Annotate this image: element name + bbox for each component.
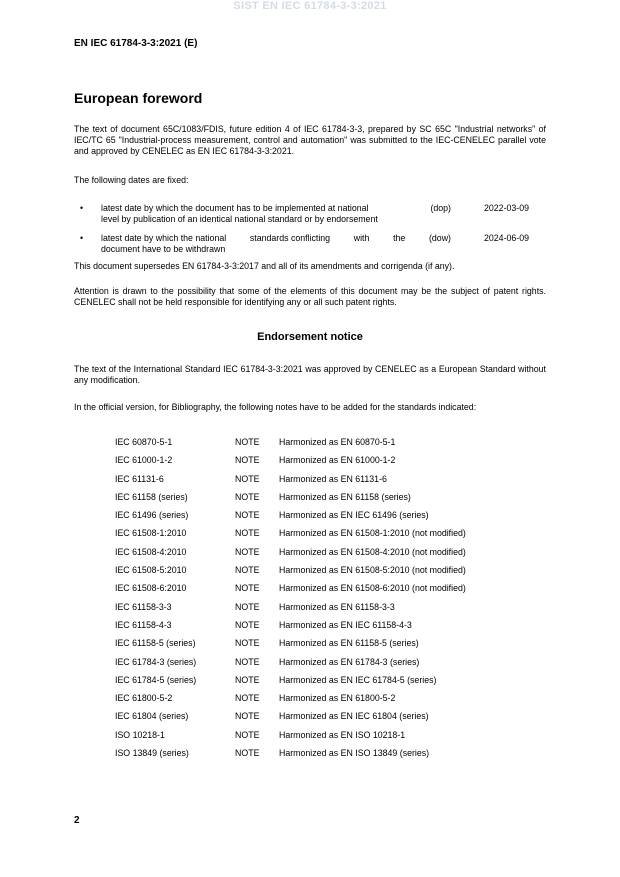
note-harmonized: Harmonized as EN IEC 61496 (series) [279, 510, 429, 521]
note-tag: NOTE [235, 528, 260, 539]
date-item-word: (dow) [428, 233, 451, 243]
note-standard: IEC 61804 (series) [115, 711, 189, 722]
note-harmonized: Harmonized as EN 61131-6 [279, 473, 387, 484]
date-item-line2: document have to be withdrawn [101, 244, 226, 254]
bullet-icon: • [80, 233, 84, 243]
bullet-icon: • [80, 203, 84, 213]
note-tag: NOTE [235, 473, 260, 484]
date-item-word: (dop) [430, 203, 451, 213]
note-tag: NOTE [235, 565, 260, 576]
date-item-text [101, 203, 451, 225]
page-number: 2 [74, 815, 80, 826]
note-tag: NOTE [235, 674, 260, 685]
note-harmonized: Harmonized as EN 61508-4:2010 (not modified) [279, 546, 466, 557]
note-standard: ISO 13849 (series) [115, 748, 189, 759]
attention-text: Attention is drawn to the possibility that some of the elements of this document may be the subject of patent rights. CENELEC shall not be held responsible for identifying any or all such patent rights. [74, 286, 546, 307]
note-standard: IEC 61158-5 (series) [115, 638, 196, 649]
note-tag: NOTE [235, 546, 260, 557]
note-standard: IEC 61000-1-2 [115, 455, 173, 466]
note-standard: IEC 61158 (series) [115, 491, 188, 502]
date-item-word: with [353, 233, 370, 243]
date-value: 2022-03-09 [484, 203, 529, 213]
date-value: 2024-06-09 [484, 233, 529, 243]
date-item-line2: level by publication of an identical national standard or by endorsement [101, 214, 378, 224]
note-standard: IEC 61784-3 (series) [115, 656, 197, 667]
note-standard: IEC 61508-1:2010 [115, 528, 187, 539]
foreword-title: European foreword [74, 90, 203, 106]
note-standard: IEC 61508-5:2010 [115, 565, 187, 576]
note-harmonized: Harmonized as EN 61508-6:2010 (not modified) [279, 583, 466, 594]
note-standard: IEC 61508-4:2010 [115, 546, 187, 557]
note-standard: IEC 61508-6:2010 [115, 583, 187, 594]
document-code: EN IEC 61784-3-3:2021 (E) [74, 38, 198, 49]
note-standard: IEC 61158-3-3 [115, 601, 172, 612]
endorsement-text: The text of the International Standard IEC 61784-3-3:2021 was approved by CENELEC as a European Standard without any modification. [74, 364, 546, 385]
note-tag: NOTE [235, 638, 260, 649]
note-harmonized: Harmonized as EN 61158 (series) [279, 491, 411, 502]
note-tag: NOTE [235, 491, 260, 502]
note-harmonized: Harmonized as EN 61000-1-2 [279, 455, 396, 466]
note-standard: IEC 61784-5 (series) [115, 674, 197, 685]
note-tag: NOTE [235, 656, 260, 667]
note-harmonized: Harmonized as EN IEC 61784-5 (series) [279, 674, 437, 685]
notes-intro: In the official version, for Bibliography, the following notes have to be added for the standards indicated: [74, 402, 477, 412]
supersedes-text: This document supersedes EN 61784-3-3:2017 and all of its amendments and corrigenda (if any). [74, 261, 455, 271]
note-tag: NOTE [235, 693, 260, 704]
note-tag: NOTE [235, 729, 260, 740]
note-standard: IEC 61158-4-3 [115, 619, 172, 630]
note-tag: NOTE [235, 437, 260, 447]
date-item-text [101, 233, 451, 255]
note-harmonized: Harmonized as EN 61784-3 (series) [279, 656, 420, 667]
note-harmonized: Harmonized as EN IEC 61804 (series) [279, 711, 429, 722]
date-item-line1 [101, 203, 451, 214]
note-tag: NOTE [235, 748, 260, 759]
watermark: SIST EN IEC 61784-3-3:2021 [233, 0, 387, 12]
note-harmonized: Harmonized as EN 61508-5:2010 (not modified) [279, 565, 466, 576]
date-item-word: the [393, 233, 406, 243]
note-harmonized: Harmonized as EN ISO 13849 (series) [279, 748, 430, 759]
note-harmonized: Harmonized as EN 61158-3-3 [279, 601, 395, 612]
note-tag: NOTE [235, 455, 260, 466]
date-item-line1 [101, 233, 451, 244]
note-harmonized: Harmonized as EN 61508-1:2010 (not modified) [279, 528, 466, 539]
dates-intro: The following dates are fixed: [74, 175, 189, 185]
endorsement-title: Endorsement notice [257, 331, 363, 343]
note-tag: NOTE [235, 601, 260, 612]
note-harmonized: Harmonized as EN 61800-5-2 [279, 693, 396, 704]
note-tag: NOTE [235, 510, 260, 521]
note-tag: NOTE [235, 583, 260, 594]
foreword-intro: The text of document 65C/1083/FDIS, future edition 4 of IEC 61784-3-3, prepared by SC 65C "Industrial networks" of IEC/TC 65 "Industrial-process measurement, control and automation" was submitted to the IEC-CENELEC parallel vote and approved by CENELEC as EN IEC 61784-3-3:2021. [74, 124, 546, 156]
note-harmonized: Harmonized as EN 60870-5-1 [279, 437, 396, 447]
date-item-word: latest date by which the document has to be implemented at national [101, 203, 369, 213]
note-tag: NOTE [235, 711, 260, 722]
note-standard: IEC 61496 (series) [115, 510, 189, 521]
note-harmonized: Harmonized as EN ISO 10218-1 [279, 729, 406, 740]
note-standard: IEC 61131-6 [115, 473, 164, 484]
date-item-word: standards conflicting [249, 233, 331, 243]
note-tag: NOTE [235, 619, 260, 630]
date-item-word: latest date by which the national [101, 233, 227, 243]
note-standard: IEC 60870-5-1 [115, 437, 173, 447]
note-harmonized: Harmonized as EN IEC 61158-4-3 [279, 619, 412, 630]
note-harmonized: Harmonized as EN 61158-5 (series) [279, 638, 419, 649]
note-standard: IEC 61800-5-2 [115, 693, 173, 704]
note-standard: ISO 10218-1 [115, 729, 165, 740]
